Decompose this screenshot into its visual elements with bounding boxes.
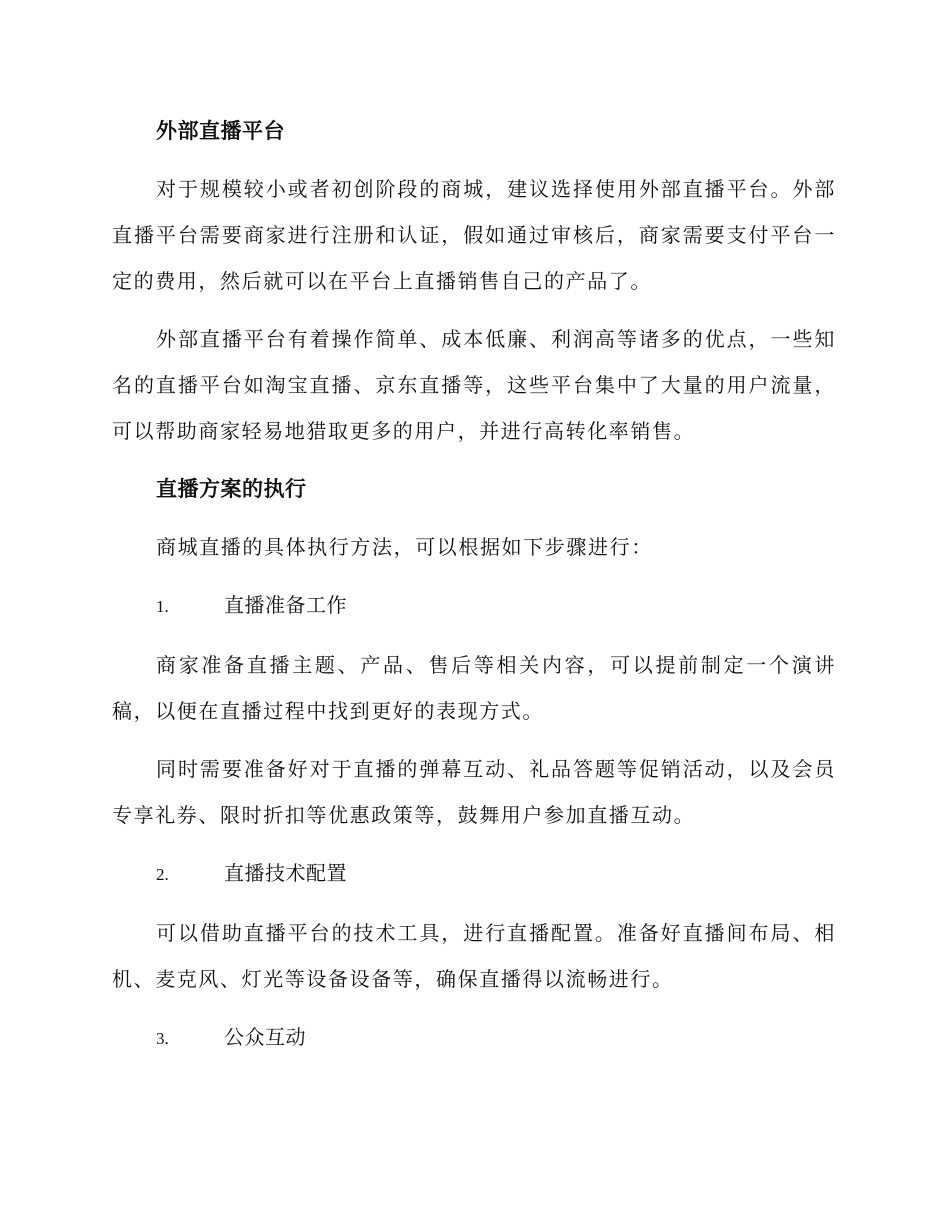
step-label: 直播准备工作 — [224, 593, 347, 617]
step-number: 2. — [156, 865, 169, 884]
paragraph-preparation-promotions: 同时需要准备好对于直播的弹幕互动、礼品答题等促销活动，以及会员专享礼券、限时折扣等优惠政策等，鼓舞用户参加直播互动。 — [112, 757, 836, 827]
paragraph-external-platform-advantages: 外部直播平台有着操作简单、成本低廉、利润高等诸多的优点，一些知名的直播平台如淘宝直播、京东直播等，这些平台集中了大量的用户流量，可以帮助商家轻易地猎取更多的用户，并进行高转化率销售。 — [112, 327, 836, 443]
step-item-tech-config — [112, 850, 836, 898]
step-number: 1. — [156, 597, 169, 616]
paragraph-execution-intro: 商城直播的具体执行方法，可以根据如下步骤进行： — [156, 535, 653, 559]
step-number: 3. — [156, 1029, 169, 1048]
step-label: 公众互动 — [224, 1025, 306, 1049]
paragraph-preparation-content: 商家准备直播主题、产品、售后等相关内容，可以提前制定一个演讲稿，以便在直播过程中找到更好的表现方式。 — [112, 653, 836, 723]
section-heading-execution: 直播方案的执行 — [156, 477, 307, 501]
document-page — [112, 108, 836, 1074]
step-item-public-interaction — [112, 1014, 836, 1062]
step-label: 直播技术配置 — [224, 861, 347, 885]
paragraph-external-platform-intro: 对于规模较小或者初创阶段的商城，建议选择使用外部直播平台。外部直播平台需要商家进行注册和认证，假如通过审核后，商家需要支付平台一定的费用，然后就可以在平台上直播销售自己的产品了。 — [112, 177, 836, 293]
section-heading-external-platform: 外部直播平台 — [156, 119, 285, 143]
paragraph-tech-config: 可以借助直播平台的技术工具，进行直播配置。准备好直播间布局、相机、麦克风、灯光等设备设备等，确保直播得以流畅进行。 — [112, 921, 836, 991]
step-item-preparation — [112, 582, 836, 630]
